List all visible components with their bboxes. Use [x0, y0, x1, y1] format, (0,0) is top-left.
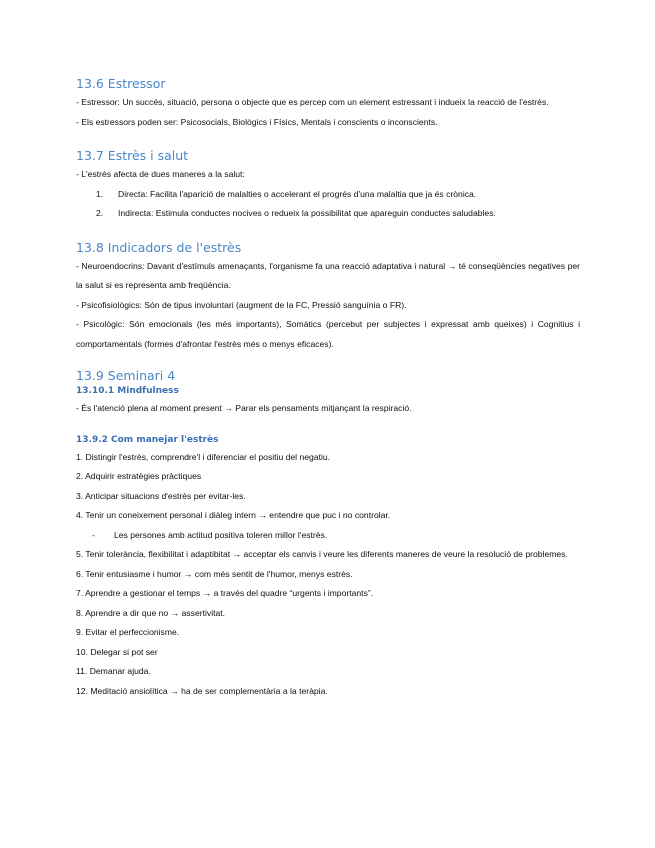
subsection-stress-management-title: 13.9.2 Com manejar l'estrès	[76, 434, 219, 445]
list-item: 10. Delegar si pot ser	[76, 646, 158, 657]
indicator-neuroendocrine: - Neuroendocrins: Davant d'estímuls amenaçants, l'organisme fa una reacció adaptativa i natural → té conseqüències negatives per la salut si es representa amb freqüència.	[76, 260, 580, 290]
list-item: 2. Indirecta: Estimula conductes nocives o redueix la possibilitat que apareguin conductes saludables.	[96, 208, 496, 218]
list-item: 7. Aprendre a gestionar el temps → a través del quadre “urgents i importants”.	[76, 588, 374, 598]
list-item: 8. Aprendre a dir que no → assertivitat.	[76, 607, 226, 618]
section-13-8-title: 13.8 Indicadors de l'estrès	[76, 239, 242, 255]
list-item: 3. Anticipar situacions d'estrès per evitar-les.	[76, 490, 246, 501]
document-page	[76, 72, 580, 701]
bullet-item: - Les persones amb actitud positiva toleren millor l'estrès.	[92, 529, 328, 540]
section-13-9-title: 13.9 Seminari 4	[76, 368, 176, 383]
indicator-psychological: - Psicològic: Són emocionals (les més importants), Somàtics (percebut per subjectes i expressat amb queixes) i Cognitius i comportamentals (formes d'afrontar l'estrès més o menys eficaces).	[76, 319, 580, 349]
section-13-6-title: 13.6 Estressor	[76, 76, 166, 91]
list-item: 4. Tenir un coneixement personal i diàleg intern → entendre que puc i no controlar.	[76, 510, 391, 520]
list-item: 11. Demanar ajuda.	[76, 666, 151, 676]
mindfulness-definition: - És l'atenció plena al moment present → Parar els pensaments mitjançant la respiració.	[76, 403, 412, 413]
list-item: 5. Tenir tolerància, flexibilitat i adaptibitat → acceptar els canvis i veure les diferents maneres de veure la resolució de problemes.	[76, 549, 568, 559]
list-item: 9. Evitar el perfeccionisme.	[76, 627, 180, 637]
indicator-psychophysiological: - Psicofisiològics: Són de tipus involuntari (augment de la FC, Pressió sanguínia o FR).	[76, 299, 407, 310]
list-item: 6. Tenir entusiasme i humor → com més sentit de l'humor, menys estrès.	[76, 568, 353, 579]
subsection-mindfulness-title: 13.10.1 Mindfulness	[76, 386, 179, 396]
list-item: 1. Directa: Facilita l'aparició de malalties o accelerant el progrés d'una malaltia que ja és crònica.	[96, 188, 477, 199]
list-item: 12. Meditació ansiolítica → ha de ser complementària a la teràpia.	[76, 685, 328, 696]
list-item: 1. Distingir l'estrès, comprendre'l i diferenciar el positiu del negatiu.	[76, 451, 331, 462]
stressor-definition: - Estressor: Un succés, situació, persona o objecte que es percep com un element estressant i indueix la reacció de l'estrès.	[76, 97, 549, 107]
section-13-7-title: 13.7 Estrès i salut	[76, 148, 189, 163]
stressor-types: - Els estressors poden ser: Psicosocials, Biològics i Físics, Mentals i conscients o inconscients.	[76, 116, 438, 127]
health-intro: - L'estrès afecta de dues maneres a la salut:	[76, 169, 245, 179]
list-item: 2. Adquirir estratègies pràctiques	[76, 471, 202, 481]
